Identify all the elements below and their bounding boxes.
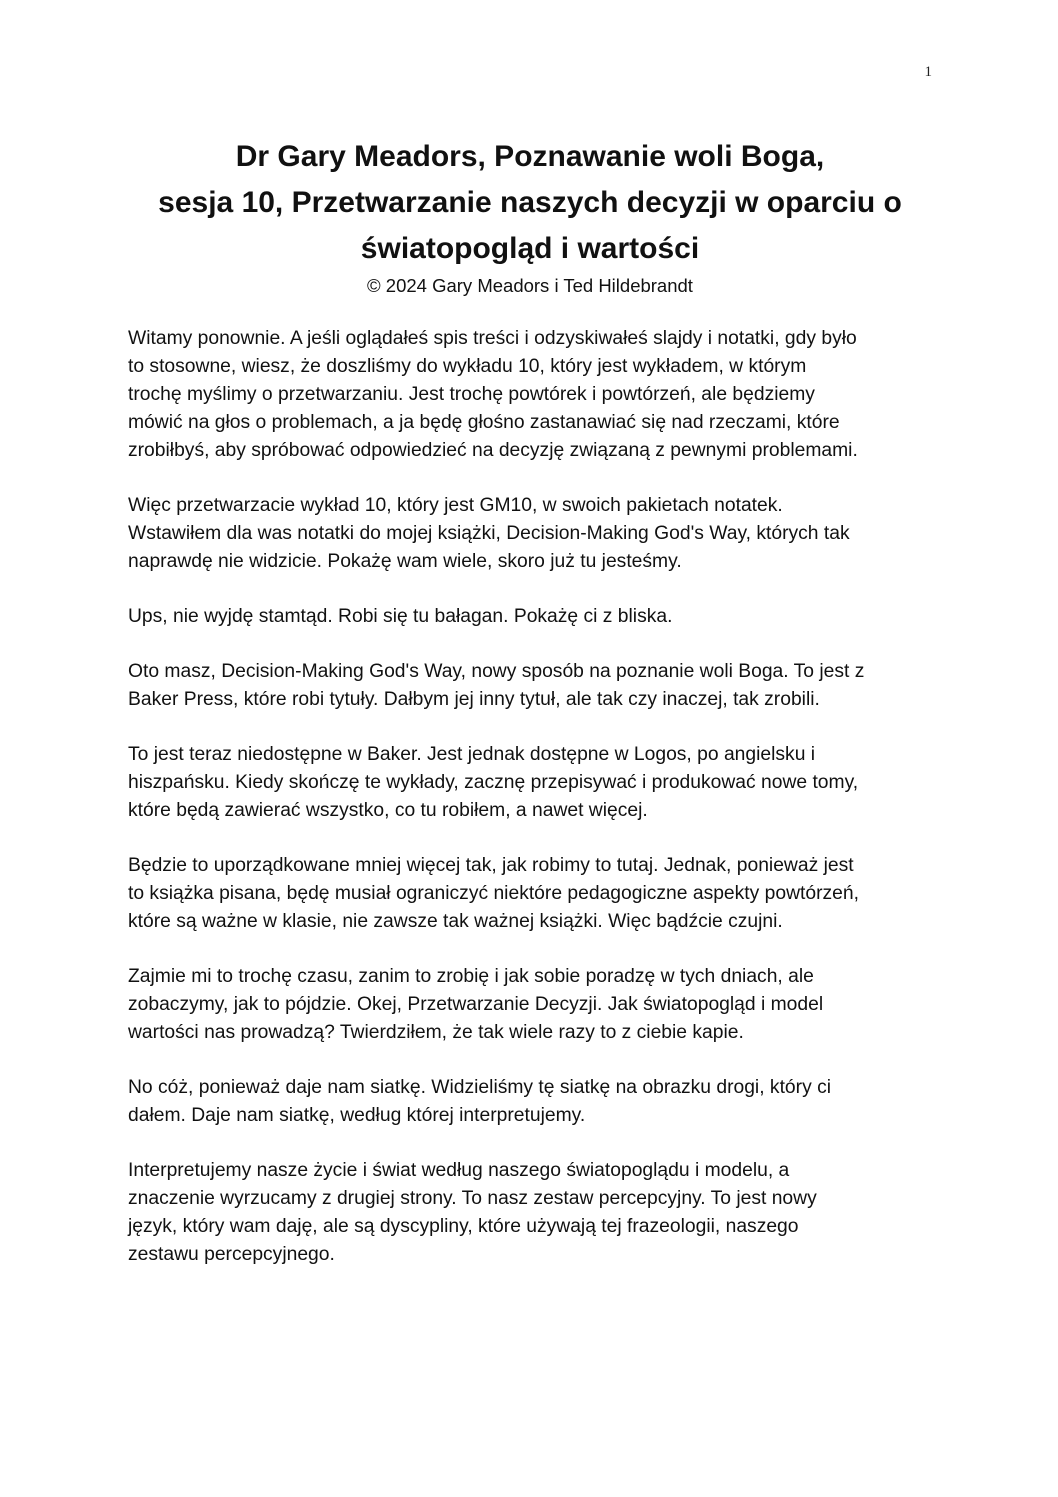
text-line: Zajmie mi to trochę czasu, zanim to zrobię i jak sobie poradzę w tych dniach, ale — [128, 966, 814, 987]
text-line: Będzie to uporządkowane mniej więcej tak, jak robimy to tutaj. Jednak, ponieważ jest — [128, 855, 854, 876]
title-line: sesja 10, Przetwarzanie naszych decyzji w oparciu o — [158, 186, 902, 219]
title-block — [120, 134, 940, 298]
paragraph — [128, 603, 958, 631]
text-line: to książka pisana, będę musiał ograniczyć niektóre pedagogiczne aspekty powtórzeń, — [128, 883, 859, 904]
text-line: To jest teraz niedostępne w Baker. Jest jednak dostępne w Logos, po angielsku i — [128, 744, 816, 765]
document-title — [120, 134, 940, 272]
title-line: światopogląd i wartości — [360, 232, 700, 265]
text-line: hiszpańsku. Kiedy skończę te wykłady, zacznę przepisywać i produkować nowe tomy, — [128, 772, 859, 793]
copyright-notice: © 2024 Gary Meadors i Ted Hildebrandt — [367, 275, 693, 296]
text-line: Ups, nie wyjdę stamtąd. Robi się tu bałagan. Pokażę ci z bliska. — [128, 606, 673, 627]
text-line: Oto masz, Decision-Making God's Way, nowy sposób na poznanie woli Boga. To jest z — [128, 661, 865, 682]
text-line: Interpretujemy nasze życie i świat według naszego światopoglądu i modelu, a — [128, 1160, 790, 1181]
text-line: to stosowne, wiesz, że doszliśmy do wykładu 10, który jest wykładem, w którym — [128, 356, 807, 377]
text-line: Więc przetwarzacie wykład 10, który jest GM10, w swoich pakietach notatek. — [128, 495, 783, 516]
text-line: zrobiłbyś, aby spróbować odpowiedzieć na decyzję związaną z pewnymi problemami. — [128, 440, 858, 461]
text-line: Baker Press, które robi tytuły. Dałbym jej inny tytuł, ale tak czy inaczej, tak zrobili. — [128, 689, 820, 710]
paragraph — [128, 852, 958, 936]
paragraph — [128, 963, 958, 1047]
page-number: 1 — [924, 64, 932, 80]
text-line: Witamy ponownie. A jeśli oglądałeś spis treści i odzyskiwałeś slajdy i notatki, gdy było — [128, 328, 857, 349]
text-line: zestawu percepcyjnego. — [128, 1244, 335, 1265]
text-line: które są ważne w klasie, nie zawsze tak ważnej książki. Więc bądźcie czujni. — [128, 911, 783, 932]
paragraph — [128, 492, 958, 576]
paragraph — [128, 658, 958, 714]
document-body — [128, 325, 958, 1296]
text-line: znaczenie wyrzucamy z drugiej strony. To nasz zestaw percepcyjny. To jest nowy — [128, 1188, 817, 1209]
paragraph — [128, 741, 958, 825]
text-line: które będą zawierać wszystko, co tu robiłem, a nawet więcej. — [128, 800, 648, 821]
paragraph — [128, 325, 958, 465]
text-line: język, który wam daję, ale są dyscypliny, które używają tej frazeologii, naszego — [128, 1216, 799, 1237]
text-line: mówić na głos o problemach, a ja będę głośno zastanawiać się nad rzeczami, które — [128, 412, 840, 433]
paragraph — [128, 1157, 958, 1269]
text-line: Wstawiłem dla was notatki do mojej książki, Decision-Making God's Way, których tak — [128, 523, 850, 544]
text-line: naprawdę nie widzicie. Pokażę wam wiele, skoro już tu jesteśmy. — [128, 551, 682, 572]
text-line: trochę myślimy o przetwarzaniu. Jest trochę powtórek i powtórzeń, ale będziemy — [128, 384, 815, 405]
text-line: zobaczymy, jak to pójdzie. Okej, Przetwarzanie Decyzji. Jak światopogląd i model — [128, 994, 824, 1015]
title-line: Dr Gary Meadors, Poznawanie woli Boga, — [235, 140, 825, 173]
paragraph — [128, 1074, 958, 1130]
text-line: No cóż, ponieważ daje nam siatkę. Widzieliśmy tę siatkę na obrazku drogi, który ci — [128, 1077, 831, 1098]
text-line: wartości nas prowadzą? Twierdziłem, że tak wiele razy to z ciebie kapie. — [128, 1022, 744, 1043]
text-line: dałem. Daje nam siatkę, według której interpretujemy. — [128, 1105, 586, 1126]
